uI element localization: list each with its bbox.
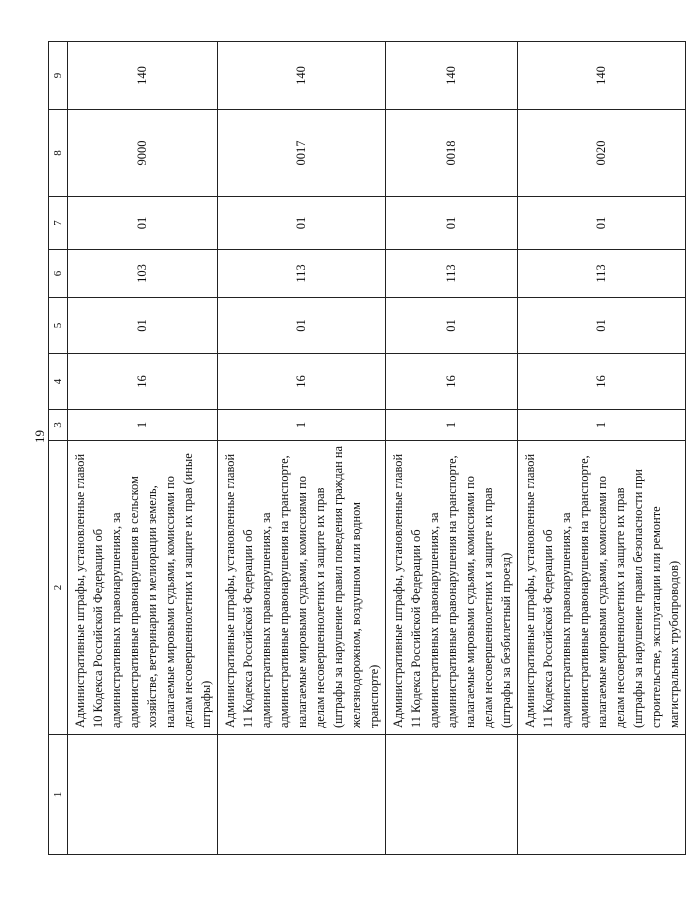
header-row [49,42,68,855]
row-code-c4: 16 [68,354,218,410]
row-col1-cell [218,735,386,855]
row-code-c8: 0017 [218,110,386,197]
row-code-c4: 16 [518,354,686,410]
document-table-area [48,42,681,855]
header-col-3: 3 [49,410,68,441]
row-col1-cell [68,735,218,855]
row-code-c8: 0020 [518,110,686,197]
rotated-table-wrapper [48,42,681,855]
row-code-c3: 1 [386,410,518,441]
fines-table [48,41,686,855]
header-col-4: 4 [49,354,68,410]
row-code-c9: 140 [68,42,218,110]
header-col-5: 5 [49,298,68,354]
row-code-c6: 113 [218,250,386,298]
row-code-c5: 01 [518,298,686,354]
row-code-c9: 140 [386,42,518,110]
row-code-c7: 01 [386,197,518,250]
header-col-9: 9 [49,42,68,110]
row-code-c5: 01 [218,298,386,354]
header-col-1: 1 [49,735,68,855]
table-row [518,42,686,855]
row-code-c3: 1 [218,410,386,441]
row-code-c7: 01 [68,197,218,250]
row-code-c7: 01 [518,197,686,250]
row-code-c3: 1 [518,410,686,441]
row-code-c3: 1 [68,410,218,441]
header-col-2: 2 [49,441,68,735]
header-col-6: 6 [49,250,68,298]
row-description: Административные штрафы, установленные главой 11 Кодекса Российской Федерации об административных правонарушениях, за административные правонарушения на транспорте, налагаемые мировыми судьями, комиссиями по делам несовершеннолетних и защите их прав (штрафы за нарушение правил поведения граждан на железнодорожном, воздушном или водном транспорте) [218,441,386,735]
row-description: Административные штрафы, установленные главой 11 Кодекса Российской Федерации об административных правонарушениях, за административные правонарушения на транспорте, налагаемые мировыми судьями, комиссиями по делам несовершеннолетних и защите их прав (штрафы за безбилетный проезд) [386,441,518,735]
row-code-c4: 16 [386,354,518,410]
row-code-c5: 01 [386,298,518,354]
row-code-c4: 16 [218,354,386,410]
row-code-c6: 113 [518,250,686,298]
row-description: Административные штрафы, установленные главой 11 Кодекса Российской Федерации об административных правонарушениях, за административные правонарушения на транспорте, налагаемые мировыми судьями, комиссиями по делам несовершеннолетних и защите их прав (штрафы за нарушение правил безопасности при строительстве, эксплуатации или ремонте магистральных трубопроводов) [518,441,686,735]
row-code-c8: 9000 [68,110,218,197]
row-description: Административные штрафы, установленные главой 10 Кодекса Российской Федерации об административных правонарушениях, за административные правонарушения в сельском хозяйстве, ветеринарии и мелиорации земель, налагаемые мировыми судьями, комиссиями по делам несовершеннолетних и защите их прав (иные штрафы) [68,441,218,735]
page-number: 19 [32,430,47,443]
row-code-c5: 01 [68,298,218,354]
header-col-7: 7 [49,197,68,250]
row-code-c9: 140 [518,42,686,110]
row-code-c6: 113 [386,250,518,298]
table-row [68,42,218,855]
header-col-8: 8 [49,110,68,197]
row-col1-cell [386,735,518,855]
row-col1-cell [518,735,686,855]
row-code-c9: 140 [218,42,386,110]
row-code-c6: 103 [68,250,218,298]
table-row [386,42,518,855]
row-code-c7: 01 [218,197,386,250]
row-code-c8: 0018 [386,110,518,197]
table-row [218,42,386,855]
